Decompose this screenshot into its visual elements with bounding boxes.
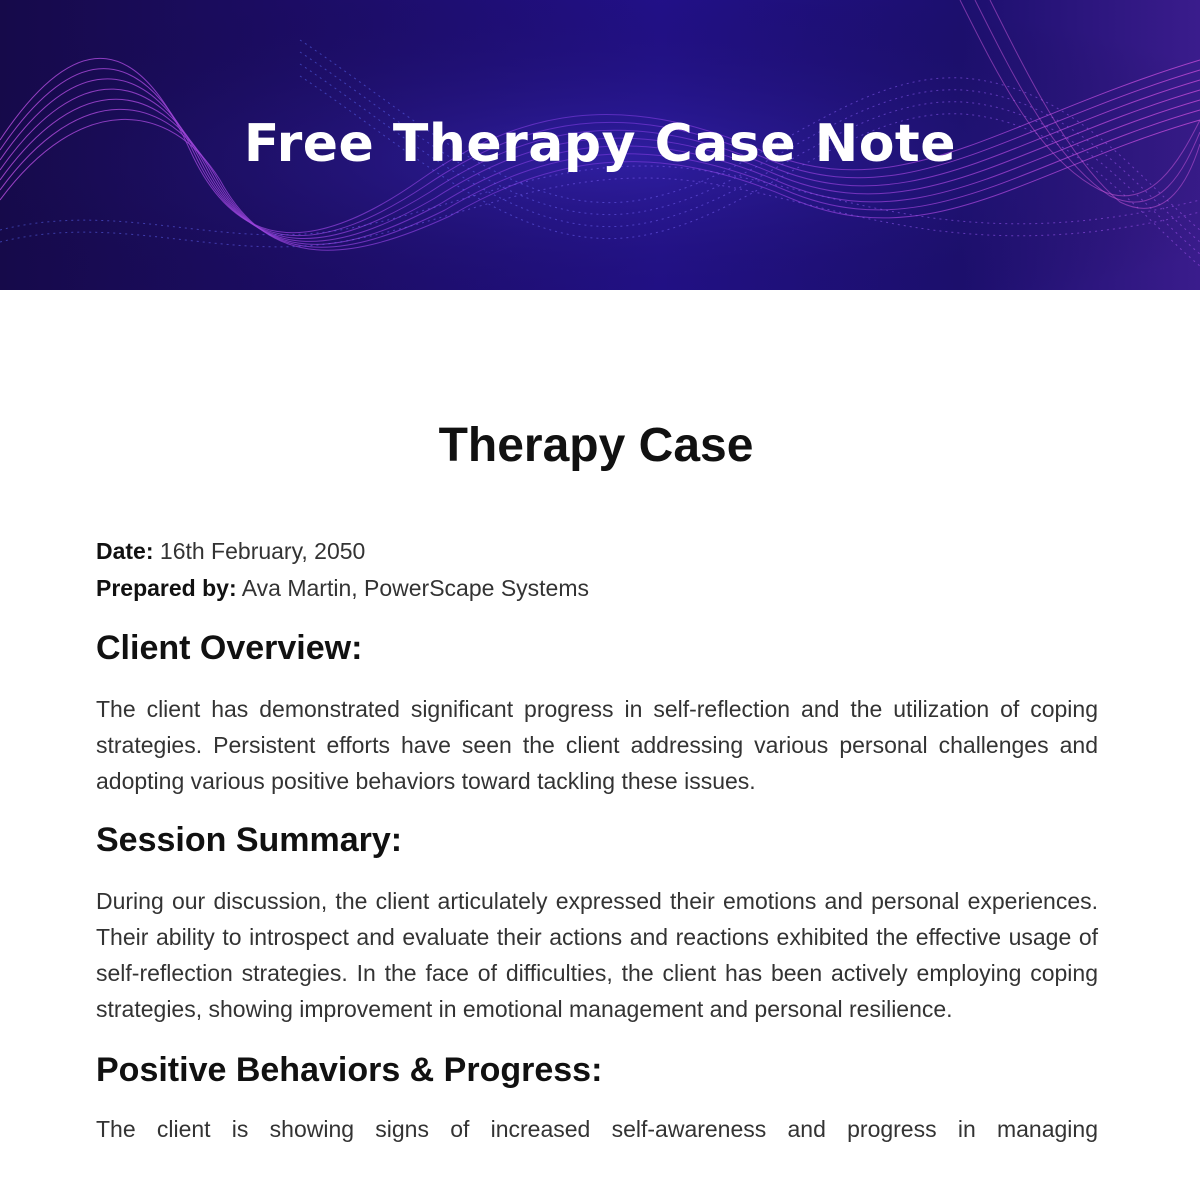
prepared-by-line	[96, 570, 1098, 607]
client-overview-heading: Client Overview:	[96, 629, 363, 667]
client-overview-text: The client has demonstrated significant progress in self-reflection and the utilization of coping strategies. Persistent efforts have seen the client addressing various personal challenges and adopting various positive behaviors toward tackling these issues.	[96, 696, 1098, 794]
positive-behaviors-text: The client is showing signs of increased self-awareness and progress in managing	[96, 1116, 1098, 1142]
date-value: 16th February, 2050	[159, 538, 366, 564]
prepared-by-label: Prepared by:	[96, 575, 237, 601]
positive-behaviors-heading: Positive Behaviors & Progress:	[96, 1051, 603, 1089]
session-summary-heading: Session Summary:	[96, 821, 403, 859]
header-banner	[0, 0, 1200, 290]
prepared-by-value: Ava Martin, PowerScape Systems	[241, 575, 590, 601]
document-title: Therapy Case	[438, 419, 754, 472]
date-label: Date:	[96, 538, 154, 564]
session-summary-text: During our discussion, the client articulately expressed their emotions and personal experiences. Their ability to introspect and evaluate their actions and reactions exhibited the effective usage of self-reflection strategies. In the face of difficulties, the client has been actively employing coping strategies, showing improvement in emotional management and personal resilience.	[96, 888, 1098, 1022]
date-line	[96, 533, 1098, 570]
document-body	[96, 533, 1098, 1147]
banner-title: Free Therapy Case Note	[243, 114, 957, 174]
